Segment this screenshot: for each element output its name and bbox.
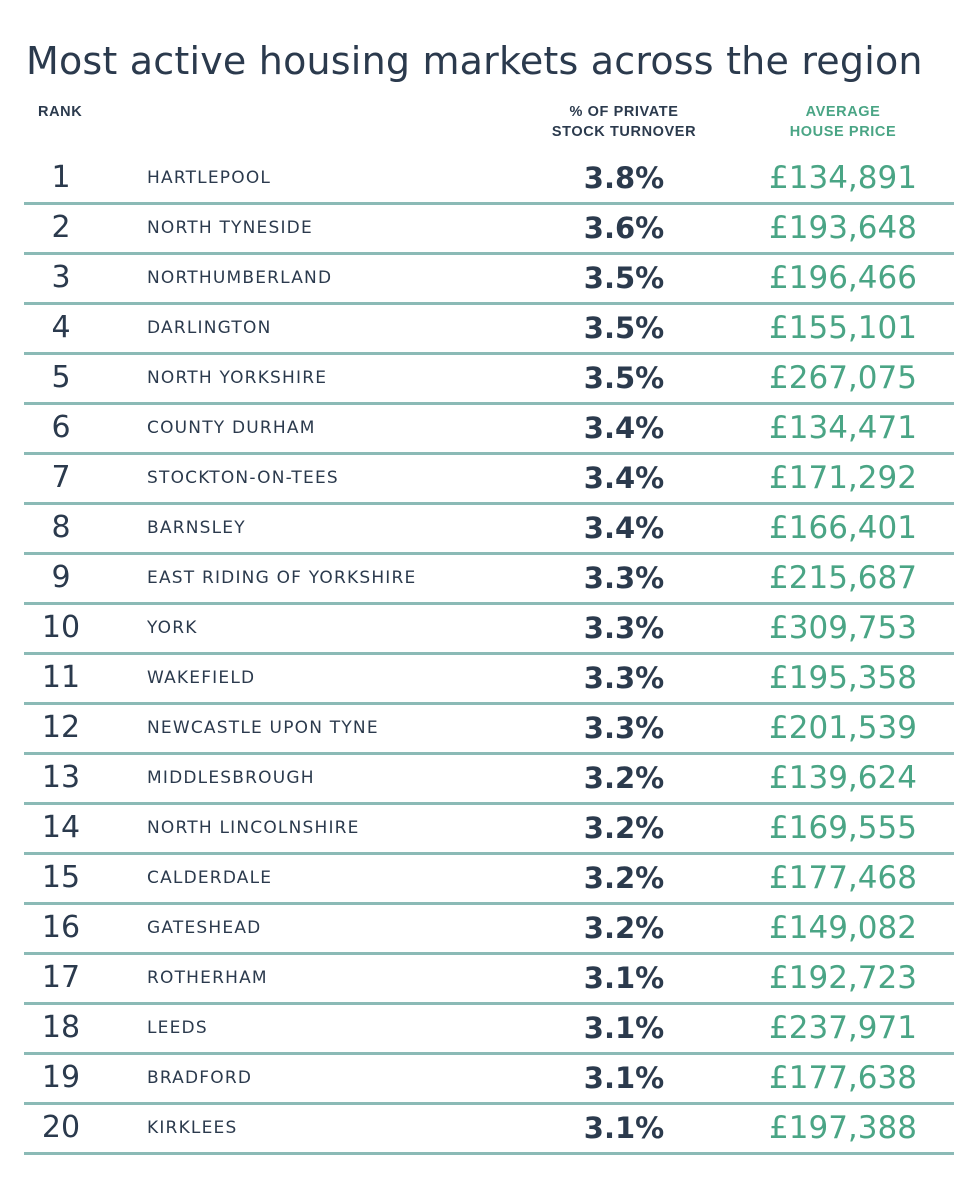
area-name-cell: NEWCASTLE UPON TYNE	[147, 718, 379, 738]
turnover-cell: 3.2%	[583, 861, 665, 895]
rank-cell: 13	[41, 760, 81, 795]
table-row	[24, 505, 954, 555]
table-row	[24, 755, 954, 805]
price-column-header	[760, 102, 926, 142]
area-name-cell: COUNTY DURHAM	[147, 418, 316, 438]
rank-cell: 15	[41, 860, 81, 895]
table-row	[24, 255, 954, 305]
turnover-header-line1: % OF PRIVATE	[569, 104, 679, 120]
rank-cell: 5	[51, 360, 71, 395]
rank-cell: 9	[51, 560, 71, 595]
table-row	[24, 155, 954, 205]
area-name-cell: BARNSLEY	[147, 518, 246, 538]
turnover-cell: 3.3%	[583, 561, 665, 595]
rank-cell: 2	[51, 210, 71, 245]
table-row	[24, 805, 954, 855]
price-cell: £201,539	[769, 710, 917, 746]
price-cell: £169,555	[769, 810, 917, 846]
area-name-cell: NORTH LINCOLNSHIRE	[147, 818, 360, 838]
rank-cell: 16	[41, 910, 81, 945]
turnover-cell: 3.5%	[583, 361, 665, 395]
turnover-cell: 3.4%	[583, 411, 665, 445]
rank-cell: 18	[41, 1010, 81, 1045]
table-row	[24, 605, 954, 655]
price-cell: £197,388	[769, 1110, 917, 1146]
table-row	[24, 555, 954, 605]
price-cell: £237,971	[769, 1010, 917, 1046]
turnover-cell: 3.4%	[583, 511, 665, 545]
table-row	[24, 705, 954, 755]
rank-cell: 8	[51, 510, 71, 545]
table-row	[24, 1105, 954, 1155]
area-name-cell: YORK	[147, 618, 198, 638]
area-name-cell: KIRKLEES	[147, 1118, 238, 1138]
price-header-line1: AVERAGE	[805, 104, 881, 120]
area-name-cell: NORTH TYNESIDE	[147, 218, 313, 238]
rank-cell: 12	[41, 710, 81, 745]
turnover-cell: 3.4%	[583, 461, 665, 495]
price-cell: £193,648	[769, 210, 917, 246]
area-name-cell: NORTH YORKSHIRE	[147, 368, 328, 388]
area-name-cell: DARLINGTON	[147, 318, 272, 338]
rank-cell: 20	[41, 1110, 81, 1145]
price-cell: £171,292	[769, 460, 917, 496]
turnover-cell: 3.2%	[583, 811, 665, 845]
price-header-line2: HOUSE PRICE	[789, 124, 897, 140]
price-cell: £196,466	[769, 260, 917, 296]
turnover-cell: 3.5%	[583, 261, 665, 295]
turnover-cell: 3.1%	[583, 1061, 665, 1095]
price-cell: £192,723	[769, 960, 917, 996]
turnover-cell: 3.6%	[583, 211, 665, 245]
table-row	[24, 205, 954, 255]
rank-cell: 4	[51, 310, 71, 345]
turnover-cell: 3.1%	[583, 1011, 665, 1045]
table-row	[24, 1005, 954, 1055]
area-name-cell: HARTLEPOOL	[147, 168, 272, 188]
area-name-cell: CALDERDALE	[147, 868, 273, 888]
area-name-cell: BRADFORD	[147, 1068, 253, 1088]
rank-cell: 3	[51, 260, 71, 295]
rank-cell: 7	[51, 460, 71, 495]
turnover-cell: 3.8%	[583, 161, 665, 195]
price-cell: £166,401	[769, 510, 917, 546]
area-name-cell: STOCKTON-ON-TEES	[147, 468, 339, 488]
area-name-cell: EAST RIDING OF YORKSHIRE	[147, 568, 417, 588]
table-row	[24, 905, 954, 955]
area-name-cell: WAKEFIELD	[147, 668, 256, 688]
price-cell: £155,101	[769, 310, 917, 346]
area-name-cell: LEEDS	[147, 1018, 208, 1038]
rank-cell: 17	[41, 960, 81, 995]
table-row	[24, 455, 954, 505]
rank-cell: 10	[41, 610, 81, 645]
turnover-column-header	[536, 102, 712, 142]
rank-cell: 19	[41, 1060, 81, 1095]
price-cell: £177,638	[769, 1060, 917, 1096]
turnover-cell: 3.3%	[583, 611, 665, 645]
table-row	[24, 305, 954, 355]
page-title: Most active housing markets across the region	[26, 39, 923, 84]
table-row	[24, 1055, 954, 1105]
price-cell: £134,471	[769, 410, 917, 446]
area-name-cell: ROTHERHAM	[147, 968, 268, 988]
price-cell: £215,687	[769, 560, 917, 596]
turnover-header-line2: STOCK TURNOVER	[551, 124, 697, 140]
price-cell: £149,082	[769, 910, 917, 946]
rank-column-header: RANK	[38, 104, 83, 120]
turnover-cell: 3.2%	[583, 761, 665, 795]
area-name-cell: GATESHEAD	[147, 918, 262, 938]
price-cell: £177,468	[769, 860, 917, 896]
area-name-cell: MIDDLESBROUGH	[147, 768, 315, 788]
price-cell: £134,891	[769, 160, 917, 196]
table-row	[24, 655, 954, 705]
table-row	[24, 405, 954, 455]
rank-cell: 6	[51, 410, 71, 445]
turnover-cell: 3.1%	[583, 1111, 665, 1145]
turnover-cell: 3.5%	[583, 311, 665, 345]
table-row	[24, 955, 954, 1005]
price-cell: £139,624	[769, 760, 917, 796]
rankings-table	[24, 155, 954, 1155]
rank-cell: 11	[41, 660, 81, 695]
rank-cell: 1	[51, 160, 71, 195]
price-cell: £195,358	[769, 660, 917, 696]
turnover-cell: 3.2%	[583, 911, 665, 945]
turnover-cell: 3.3%	[583, 711, 665, 745]
price-cell: £309,753	[769, 610, 917, 646]
table-row	[24, 855, 954, 905]
turnover-cell: 3.3%	[583, 661, 665, 695]
turnover-cell: 3.1%	[583, 961, 665, 995]
rank-cell: 14	[41, 810, 81, 845]
table-row	[24, 355, 954, 405]
area-name-cell: NORTHUMBERLAND	[147, 268, 333, 288]
price-cell: £267,075	[769, 360, 917, 396]
